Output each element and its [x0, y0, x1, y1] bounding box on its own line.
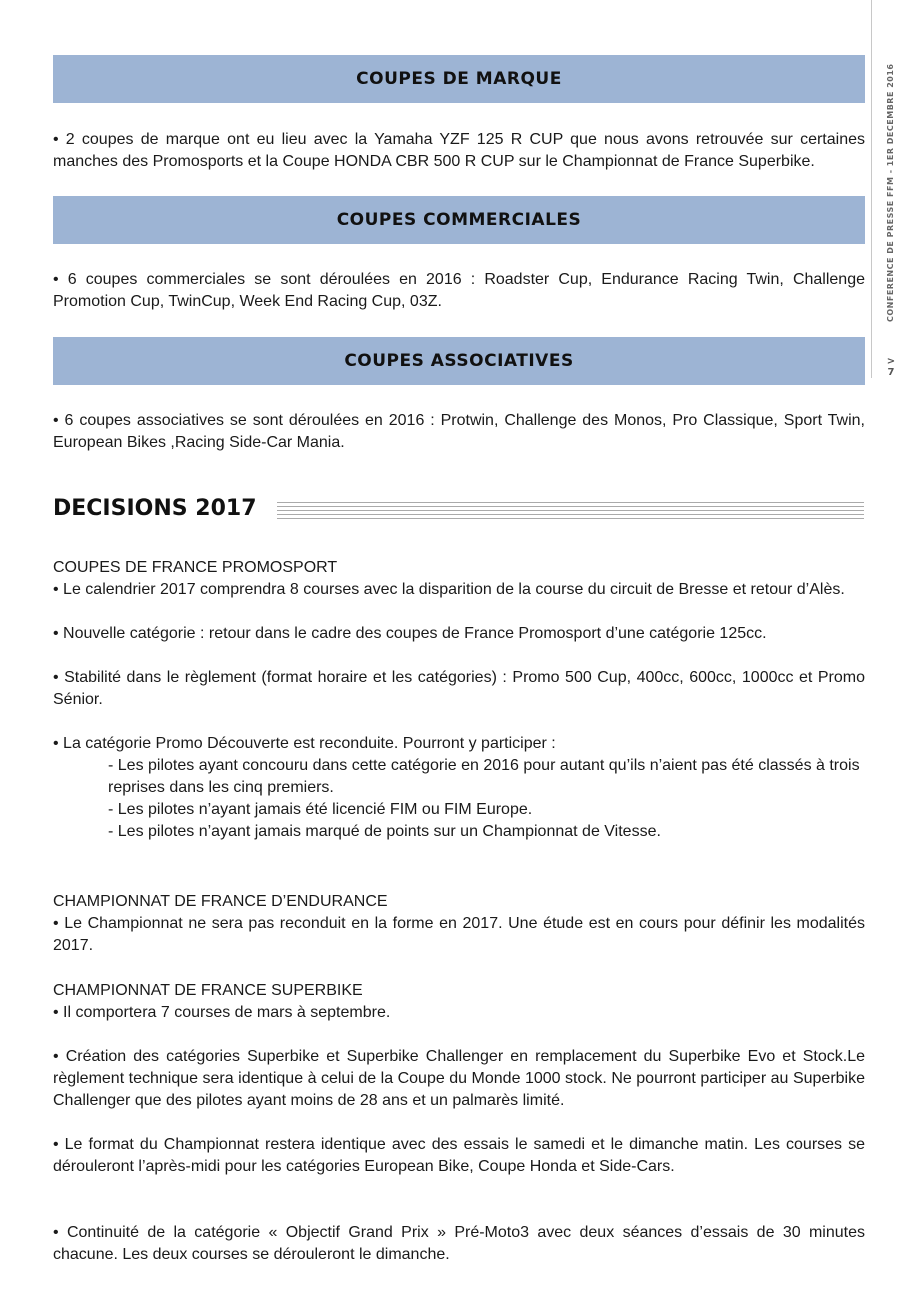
decouverte-condition-1: - Les pilotes ayant concouru dans cette catégorie en 2016 pour autant qu’ils n’aient pas été classés à trois reprises dans les cinq premiers.: [108, 757, 860, 796]
paragraph-coupes-associatives: • 6 coupes associatives se sont déroulées en 2016 : Protwin, Challenge des Monos, Pro Classique, Sport Twin, European Bikes ,Racing Side-Car Mania.: [53, 412, 865, 451]
title-divider: [277, 502, 864, 520]
sidebar-divider: [871, 0, 872, 378]
promosport-rules: • Stabilité dans le règlement (format horaire et les catégories) : Promo 500 Cup, 400cc, 600cc, 1000cc et Promo Sénior.: [53, 669, 865, 708]
section-title-decisions: DECISIONS 2017: [53, 496, 257, 521]
superbike-heading: CHAMPIONNAT DE FRANCE SUPERBIKE: [53, 982, 363, 999]
decouverte-condition-3: - Les pilotes n’ayant jamais marqué de points sur un Championnat de Vitesse.: [108, 823, 661, 840]
superbike-courses: • Il comportera 7 courses de mars à septembre.: [53, 1004, 391, 1021]
page-number: > 7: [886, 356, 896, 378]
endurance-text: • Le Championnat ne sera pas reconduit en la forme en 2017. Une étude est en cours pour définir les modalités 2017.: [53, 915, 865, 954]
decouverte-condition-2: - Les pilotes n’ayant jamais été licencié FIM ou FIM Europe.: [108, 801, 533, 818]
superbike-categories: • Création des catégories Superbike et Superbike Challenger en remplacement du Superbike Evo et Stock.Le règlement technique sera identique à celui de la Coupe du Monde 1000 stock. Ne pourront participer au Superbike Challenger que des pilotes ayant moins de 28 ans et un palmarès limité.: [53, 1048, 865, 1109]
banner-title: COUPES ASSOCIATIVES: [344, 351, 574, 371]
promosport-block: [53, 557, 865, 843]
promosport-calendar: • Le calendrier 2017 comprendra 8 courses avec la disparition de la course du circuit de Bresse et retour d’Alès.: [53, 581, 845, 598]
endurance-heading: CHAMPIONNAT DE FRANCE D’ENDURANCE: [53, 893, 388, 910]
promosport-decouverte: • La catégorie Promo Découverte est reconduite. Pourront y participer :: [53, 735, 556, 752]
banner-title: COUPES COMMERCIALES: [336, 210, 582, 230]
banner-coupes-associatives: [53, 337, 865, 385]
banner-coupes-commerciales: [53, 196, 865, 244]
paragraph-coupes-de-marque: • 2 coupes de marque ont eu lieu avec la Yamaha YZF 125 R CUP que nous avons retrouvée sur certaines manches des Promosports et la Coupe HONDA CBR 500 R CUP sur le Championnat de France Superbike.: [53, 131, 865, 170]
paragraph-coupes-commerciales: • 6 coupes commerciales se sont déroulées en 2016 : Roadster Cup, Endurance Racing Twin, Challenge Promotion Cup, TwinCup, Week End Racing Cup, 03Z.: [53, 271, 865, 310]
promosport-new-category: • Nouvelle catégorie : retour dans le cadre des coupes de France Promosport d’une catégorie 125cc.: [53, 625, 767, 642]
superbike-moto3: • Continuité de la catégorie « Objectif Grand Prix » Pré-Moto3 avec deux séances d’essais de 30 minutes chacune. Les deux courses se dérouleront le dimanche.: [53, 1224, 865, 1263]
sidebar-header: CONFERENCE DE PRESSE FFM - 1ER DECEMBRE 2016: [886, 63, 895, 322]
promosport-heading: COUPES DE FRANCE PROMOSPORT: [53, 559, 338, 576]
superbike-block: [53, 980, 865, 1266]
banner-title: COUPES DE MARQUE: [356, 69, 562, 89]
endurance-block: [53, 891, 865, 957]
superbike-format: • Le format du Championnat restera identique avec des essais le samedi et le dimanche matin. Les courses se dérouleront l’après-midi pour les catégories European Bike, Coupe Honda et Side-Cars.: [53, 1136, 865, 1175]
banner-coupes-de-marque: [53, 55, 865, 103]
